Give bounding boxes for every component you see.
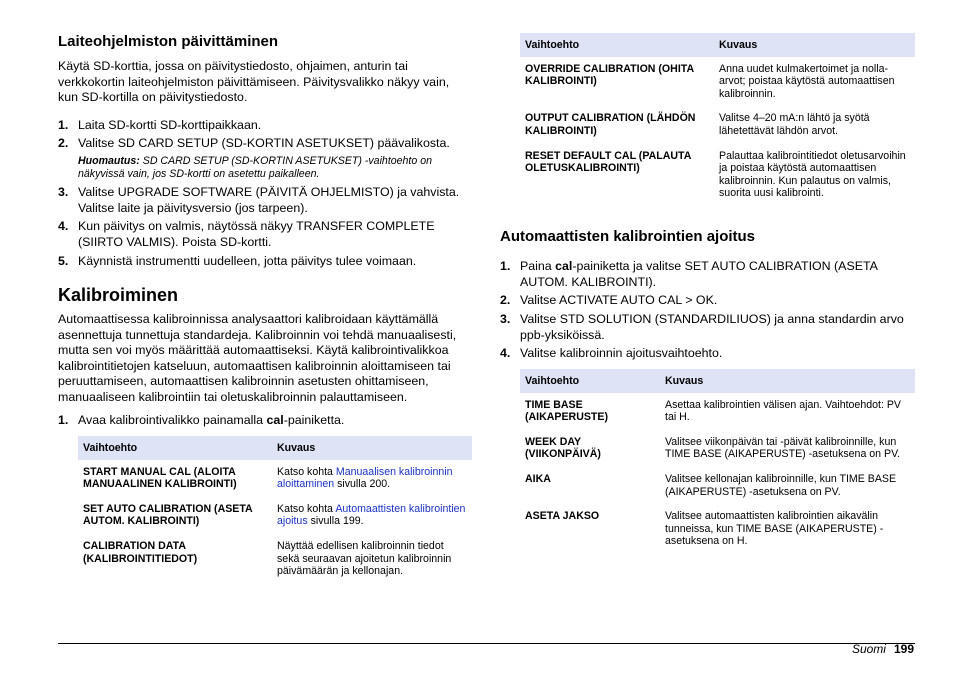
calibration-options-table-continued: [520, 33, 915, 206]
step-text: [78, 413, 472, 429]
step-number: 2.: [58, 136, 69, 150]
step-number: 5.: [58, 254, 69, 268]
auto-step: [500, 346, 915, 362]
note-label: Huomautus:: [78, 155, 140, 167]
step-number: 1.: [58, 413, 69, 427]
option-description: Valitsee viikonpäivän tai -päivät kalibroinnille, kun TIME BASE (AIKAPERUSTE) -asetuksena on PV.: [660, 429, 915, 466]
table-header: Vaihtoehto: [520, 369, 660, 393]
table-row: [78, 533, 472, 583]
step-number: 4.: [58, 219, 69, 233]
page-number: 199: [893, 642, 914, 656]
firmware-heading: Laiteohjelmiston päivittäminen: [58, 33, 279, 50]
calibration-options-table: [78, 436, 472, 584]
table-row: [78, 460, 472, 497]
option-description: Valitsee automaattisten kalibrointien aikavälin tunneissa, kun TIME BASE (AIKAPERUSTE) -asetuksena on H.: [660, 504, 915, 554]
calibration-step: [58, 413, 472, 429]
option-name: ASETA JAKSO: [520, 504, 660, 554]
option-description: [272, 496, 472, 533]
table-row: [520, 106, 915, 143]
calibration-intro: Automaattisessa kalibroinnissa analysaattori kalibroidaan käyttämällä asennettuja tunnettuja standardeja. Kalibroinnin voi tehdä manuaalisesti, mutta sen voi myös määrittää automaattiseksi. Käytä kalibrointivalikkoa kalibrointitietojen katseluun, automaattisen kalibroinnin aloittamiseen tai peruuttamiseen, automaattisen kalibroinnin asetusten ohittamiseen, manuaaliseen kalibrointiin tai oletuskalibroinnin palauttamiseen.: [58, 312, 457, 404]
table-header: Vaihtoehto: [520, 33, 714, 57]
cal-key-label: cal: [266, 413, 284, 427]
option-description: Valitsee kellonajan kalibroinnille, kun TIME BASE (AIKAPERUSTE) -asetuksena on PV.: [660, 466, 915, 503]
calibration-heading: Kalibroiminen: [58, 285, 179, 305]
table-row: [520, 143, 915, 205]
step-number: 3.: [58, 185, 69, 199]
firmware-step: [58, 136, 472, 152]
option-name: START MANUAL CAL (ALOITA MANUAALINEN KALIBROINTI): [78, 460, 272, 497]
option-name: OVERRIDE CALIBRATION (OHITA KALIBROINTI): [520, 57, 714, 106]
table-row: [520, 504, 915, 554]
step-text: Valitse kalibroinnin ajoitusvaihtoehto.: [520, 346, 723, 360]
option-name: TIME BASE (AIKAPERUSTE): [520, 393, 660, 430]
firmware-step: [58, 185, 472, 216]
table-row: [520, 393, 915, 430]
option-name: AIKA: [520, 466, 660, 503]
desc-text: sivulla 200.: [334, 478, 391, 491]
firmware-step: [58, 118, 472, 134]
auto-step: [500, 259, 915, 290]
note-text: SD CARD SETUP (SD-KORTIN ASETUKSET) -vaihtoehto on näkyvissä vain, jos SD-kortti on asetettu paikalleen.: [78, 155, 432, 180]
page-footer: [852, 642, 914, 656]
option-name: RESET DEFAULT CAL (PALAUTA OLETUSKALIBROINTI): [520, 143, 714, 205]
schedule-options-table: [520, 369, 915, 554]
step-text-part: -painiketta.: [283, 413, 345, 427]
auto-step: [500, 293, 915, 309]
firmware-step: [58, 219, 472, 250]
auto-step: [500, 312, 915, 343]
step-text-part: -painiketta ja valitse SET AUTO CALIBRATION (ASETA AUTOM. KALIBROINTI).: [520, 259, 878, 289]
step-text-part: Paina: [520, 259, 556, 273]
firmware-intro: Käytä SD-korttia, jossa on päivitystiedosto, ohjaimen, anturin tai verkkokortin laiteohjelmiston päivittämiseen. Päivitysvalikko näkyy vain, kun SD-kortilla on päivitystiedosto.: [58, 59, 450, 104]
auto-calibration-link[interactable]: Automaattisten kalibrointien ajoitus: [277, 502, 466, 528]
desc-text: Katso kohta: [277, 502, 336, 515]
step-number: 4.: [500, 346, 511, 360]
option-name: SET AUTO CALIBRATION (ASETA AUTOM. KALIBROINTI): [78, 496, 272, 533]
step-text: Valitse STD SOLUTION (STANDARDILIUOS) ja anna standardin arvo ppb-yksiköissä.: [520, 312, 904, 342]
step-number: 3.: [500, 312, 511, 326]
table-row: [520, 466, 915, 503]
option-description: Anna uudet kulmakertoimet ja nolla-arvot; poistaa käytöstä automaattisen kalibroinnin.: [714, 57, 915, 106]
table-header: Kuvaus: [272, 436, 472, 460]
table-header: Vaihtoehto: [78, 436, 272, 460]
cal-key-label: cal: [555, 259, 573, 273]
option-description: Palauttaa kalibrointitiedot oletusarvoihin ja poistaa käytöstä automaattisen kalibroinnin. Kun palautus on valmis, suorita uusi kalibrointi.: [714, 143, 915, 205]
step-number: 2.: [500, 293, 511, 307]
step-text: Laita SD-kortti SD-korttipaikkaan.: [78, 118, 262, 132]
table-row: [520, 57, 915, 106]
table-row: [520, 429, 915, 466]
step-text: Valitse SD CARD SETUP (SD-KORTIN ASETUKSET) päävalikosta.: [78, 136, 450, 150]
option-description: [272, 460, 472, 497]
option-description: Näyttää edellisen kalibroinnin tiedot sekä seuraavan ajoitetun kalibroinnin päivämäärän ja kellonajan.: [272, 533, 472, 583]
option-name: CALIBRATION DATA (KALIBROINTITIEDOT): [78, 533, 272, 583]
step-text: Valitse UPGRADE SOFTWARE (PÄIVITÄ OHJELMISTO) ja vahvista. Valitse laite ja päivitysversio (jos tarpeen).: [78, 185, 460, 215]
option-name: WEEK DAY (VIIKONPÄIVÄ): [520, 429, 660, 466]
firmware-step: [58, 254, 472, 270]
table-header: Kuvaus: [660, 369, 915, 393]
manual-calibration-link[interactable]: Manuaalisen kalibroinnin aloittaminen: [277, 465, 453, 491]
auto-calibration-heading: Automaattisten kalibrointien ajoitus: [500, 228, 756, 245]
step-text-part: Avaa kalibrointivalikko painamalla: [78, 413, 267, 427]
desc-text: Katso kohta: [277, 465, 336, 478]
option-description: Valitse 4–20 mA:n lähtö ja syötä lähetettävät lähdön arvot.: [714, 106, 915, 143]
desc-text: sivulla 199.: [307, 515, 364, 528]
footer-divider: [58, 643, 915, 644]
step-number: 1.: [58, 118, 69, 132]
table-header: Kuvaus: [714, 33, 915, 57]
step-text: Käynnistä instrumentti uudelleen, jotta päivitys tulee voimaan.: [78, 254, 417, 268]
step-text: Kun päivitys on valmis, näytössä näkyy TRANSFER COMPLETE (SIIRTO VALMIS). Poista SD-kortti.: [78, 219, 435, 249]
option-description: Asettaa kalibrointien välisen ajan. Vaihtoehdot: PV tai H.: [660, 393, 915, 430]
step-text: Valitse ACTIVATE AUTO CAL > OK.: [520, 293, 718, 307]
step-number: 1.: [500, 259, 511, 273]
option-name: OUTPUT CALIBRATION (LÄHDÖN KALIBROINTI): [520, 106, 714, 143]
step-text: [520, 259, 915, 290]
footer-language: Suomi: [851, 642, 886, 656]
note: [78, 155, 478, 181]
table-row: [78, 496, 472, 533]
